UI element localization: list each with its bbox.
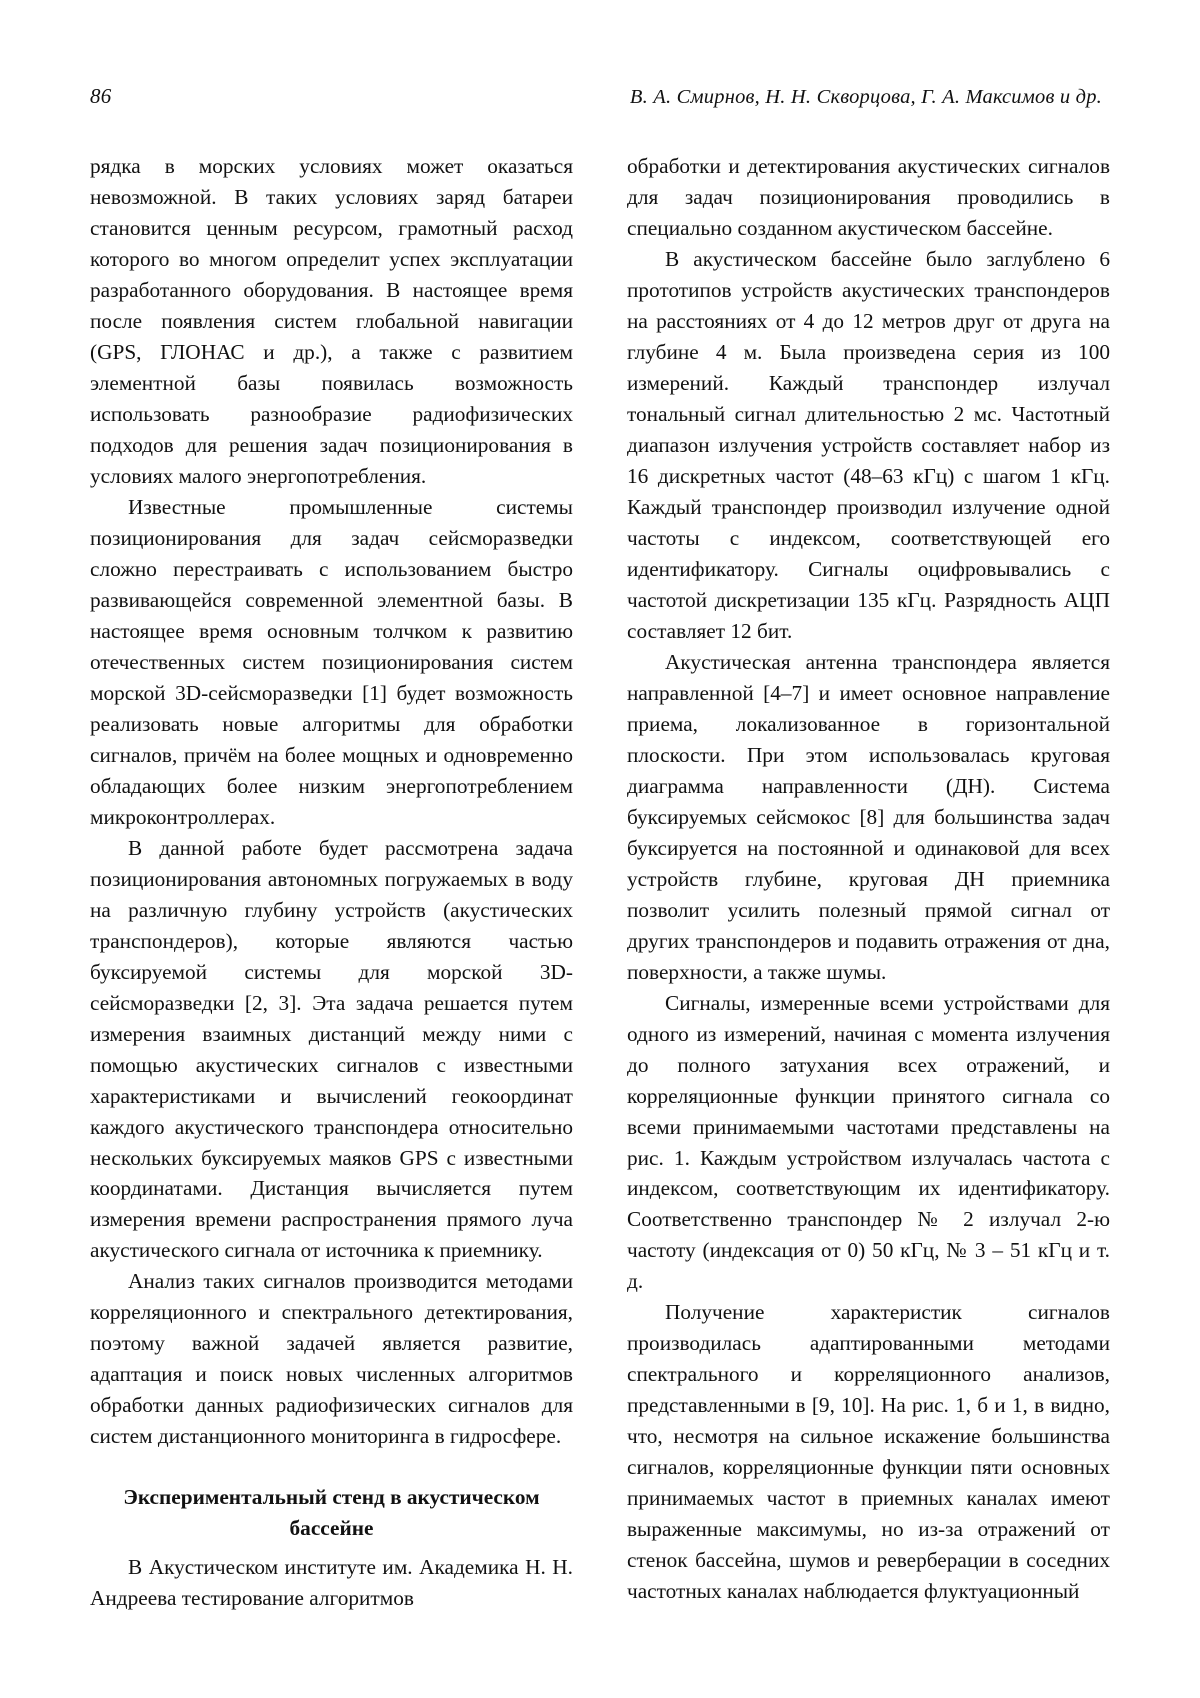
paragraph: обработки и детектирования акустических сигналов для задач позиционирования проводились в специально созданном акустическом бассейне. — [627, 154, 1110, 240]
paragraph: В Акустическом институте им. Академика Н. Н. Андреева тестирование алгоритмов — [90, 1555, 573, 1611]
paragraph: В акустическом бассейне было заглублено 6 прототипов устройств акустических транспондеров на расстояниях от 4 до 12 метров друг от друга на глубине 4 м. Была произведена серия из 100 измерений. Каждый транспондер излучал тональный сигнал длительностью 2 мс. Частотный диапазон излучения устройств составляет набор из 16 дискретных частот (48–63 кГц) с шагом 1 кГц. Каждый транспондер производил излучение одной частоты с индексом, соответствующей его идентификатору. Сигналы оцифровывались с частотой дискретизации 135 кГц. Разрядность АЦП составляет 12 бит. — [627, 246, 1110, 643]
paragraph: Известные промышленные системы позиционирования для задач сейсморазведки сложно перестраивать с использованием быстро развивающейся современной элементной базы. В настоящее время основным толчком к развитию отечественных систем позиционирования систем морской 3D-сейсморазведки [1] будет возможность реализовать новые алгоритмы для обработки сигналов, причём на более мощных и одновременно обладающих более низким энергопотреблением микроконтроллерах. — [90, 494, 573, 829]
page-number: 86 — [90, 84, 112, 108]
section-heading: Экспериментальный стенд в акустическом бассейне — [123, 1485, 540, 1541]
left-column — [90, 151, 573, 1614]
right-column — [627, 151, 1110, 1607]
running-head-authors: В. А. Смирнов, Н. Н. Скворцова, Г. А. Максимов и др. — [629, 86, 1102, 108]
paragraph: Получение характеристик сигналов производилась адаптированными методами спектрального и корреляционного анализов, представленными в [9, 10]. На рис. 1, б и 1, в видно, что, несмотря на сильное искажение большинства сигналов, корреляционные функции пяти основных принимаемых частот в приемных каналах имеют выраженные максимумы, но из-за отражений от стенок бассейна, шумов и реверберации в соседних частотных каналах наблюдается флуктуационный — [627, 1300, 1110, 1604]
two-column-body — [90, 151, 1110, 1614]
paragraph: В данной работе будет рассмотрена задача позиционирования автономных погружаемых в воду на различную глубину устройств (акустических транспондеров), которые являются частью буксируемой системы для морской 3D-сейсморазведки [2, 3]. Эта задача решается путем измерения взаимных дистанций между ними с помощью акустических сигналов с известными характеристиками и вычислений геокоординат каждого акустического транспондера относительно нескольких буксируемых маяков GPS с известными координатами. Дистанция вычисляется путем измерения времени распространения прямого луча акустического сигнала от источника к приемнику. — [90, 835, 573, 1263]
paragraph: Сигналы, измеренные всеми устройствами для одного из измерений, начиная с момента излучения до полного затухания всех отражений, и корреляционные функции принятого сигнала со всеми принимаемыми частотами представлены на рис. 1. Каждым устройством излучалась частота с индексом, соответствующим их идентификатору. Соответственно транспондер № 2 излучал 2-ю частоту (индексация от 0) 50 кГц, № 3 – 51 кГц и т. д. — [627, 990, 1110, 1294]
paragraph: Анализ таких сигналов производится методами корреляционного и спектрального детектирования, поэтому важной задачей является развитие, адаптация и поиск новых численных алгоритмов обработки данных радиофизических сигналов для систем дистанционного мониторинга в гидросфере. — [90, 1269, 573, 1449]
paragraph: Акустическая антенна транспондера является направленной [4–7] и имеет основное направление приема, локализованное в горизонтальной плоскости. При этом использовалась круговая диаграмма направленности (ДН). Система буксируемых сейсмокос [8] для большинства задач буксируется на постоянной и одинаковой для всех устройств глубине, круговая ДН приемника позволит усилить полезный прямой сигнал от других транспондеров и подавить отражения от дна, поверхности, а также шумы. — [627, 649, 1110, 984]
paragraph: рядка в морских условиях может оказаться невозможной. В таких условиях заряд батареи становится ценным ресурсом, грамотный расход которого во многом определит успех эксплуатации разработанного оборудования. В настоящее время после появления систем глобальной навигации (GPS, ГЛОНАС и др.), а также с развитием элементной базы появилась возможность использовать разнообразие радиофизических подходов для решения задач позиционирования в условиях малого энергопотребления. — [90, 154, 573, 488]
running-head — [90, 84, 1110, 109]
